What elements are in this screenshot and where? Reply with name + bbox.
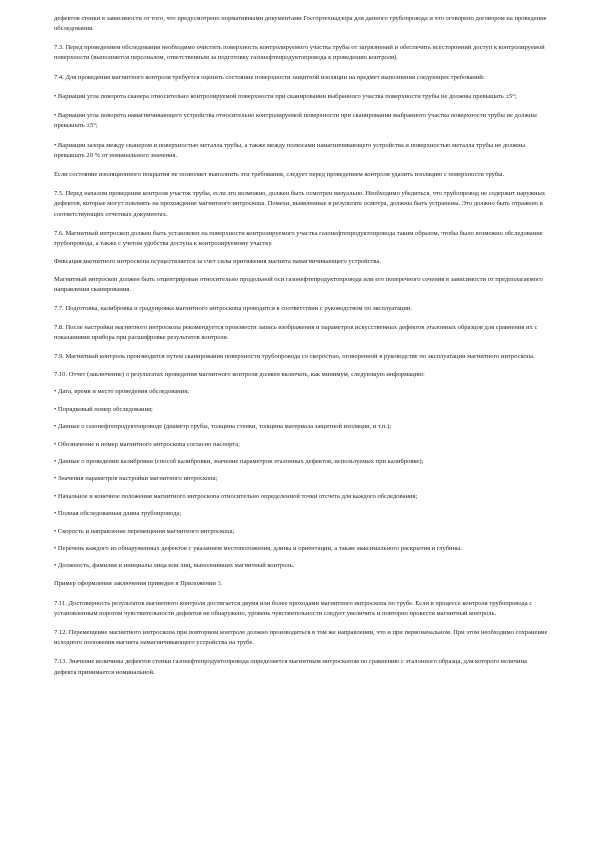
paragraph-centering: Магнитный интроскоп должен быть отцентрирован относительно продольной оси газонефтепродуктопровода или его поперечного сечения в зависимости от предполагаемого направления сканирования.: [54, 276, 543, 294]
bullet-date-time: • Дата, время и место проведения обследования;: [54, 388, 190, 396]
paragraph-7-7: 7.7. Подготовка, калибровка и градуировка магнитного интроскопа проводится в соответствии с руководством по эксплуатации.: [54, 305, 413, 313]
document-page: [54, 14, 550, 678]
bullet-start-end-position: • Начальное и конечное положения магнитного интроскопа относительно определенной точки отсчета для каждого обследования;: [54, 492, 418, 500]
bullet-calibration-data: • Данные о проведении калибровки (способ калибровки, значение параметров эталонных дефектов, используемых при калибровке);: [54, 457, 424, 465]
example-period: .: [220, 580, 223, 588]
paragraph-7-5: 7.5. Перед началом проведения контроля участок трубы, если это возможно, должен быть осмотрен визуально. Необходимо убедиться, что трубопровод не содержит наружных дефектов, которые могут повлиять на прохождение магнитного интроскопа. Помехи, выявленные в результате осмотра, должны быть устранены. Это должно быть отражено в соответствующих отчетных документах.: [54, 190, 546, 218]
paragraph-7-10: 7.10. Отчет (заключение) о результатах проведения магнитного контроля должен включать, как минимум, следующую информацию:: [54, 371, 425, 379]
appendix-link[interactable]: 3: [217, 580, 221, 588]
bullet-inspector: • Должность, фамилия и инициалы лица или лиц, выполнивших магнитный контроль.: [54, 562, 295, 570]
paragraph-insulation: Если состояние изоляционного покрытия не позволяет выполнить эти требования, следует перед проведением контроля удалить изоляцию с поверхности трубы.: [54, 171, 505, 179]
paragraph-7-12: 7.12. Перемещение магнитного интроскопа при повторном контроле должно производиться в том же направлении, что и при первоначальном. При этом необходимо сохранение исходного положения магнита намагничивающего устройства на трубе.: [54, 629, 548, 647]
example-text: Пример оформления заключения приведен в Приложении: [54, 580, 216, 588]
paragraph-7-6: 7.6. Магнитный интроскоп должен быть установлен на поверхности контролируемого участка газонефтепродуктопровода таким образом, чтобы было возможно обследование трубопровода, а также с учетом удобства доступа к контролируемому участку.: [54, 229, 543, 247]
paragraph-7-13: 7.13. Значение величины дефектов стенки газонефтепродуктопровода определяется магнитным интроскопом по сравнению с эталонного образца, для которого величина дефекта принимается номинальной.: [54, 658, 527, 676]
bullet-serial-number: • Порядковый номер обследования;: [54, 405, 153, 413]
bullet-gap-variation: • Вариации зазора между сканером и поверхностью металла трубы, а также между полюсами намагничивающего устройства и поверхностью металла трубы не должны превышать 20 % от номинального значения.: [54, 141, 526, 159]
bullet-scanner-angle: • Вариации угла поворота сканера относительно контролируемой поверхности при сканировании выбранного участка поверхности трубы не должны превышать ±5°;: [54, 93, 517, 101]
paragraph-fixation: Фиксация магнитного интроскопа осуществляется за счет силы притяжения магнита намагничивающего устройства.: [54, 258, 381, 265]
paragraph-7-11: 7.11. Достоверность результатов магнитного контроля достигается двумя или более проходами магнитного интроскопа по трубе. Если в процессе контроля трубопровода с установленным порогом чувствительности дефектов не обнаружено, уровень чувствительности следует увеличить и повторно провести магнитный контроль.: [54, 599, 533, 617]
bullet-speed-direction: • Скорость и направление перемещения магнитного интроскопа;: [54, 527, 235, 535]
paragraph-7-3: 7.3. Перед проведением обследования необходимо очистить поверхность контролируемого участка трубы от загрязнений и обеспечить всесторонний доступ к контролируемой поверхности (выполняется персоналом, ответственным за подготовку газонефтепродуктопровода к проведению контроля).: [54, 44, 545, 62]
bullet-total-length: • Полная обследованная длина трубопровода;: [54, 510, 182, 518]
paragraph-7-4: 7.4. Для проведения магнитного контроля требуется оценить состояние поверхности защитной изоляции на предмет выполнения следующих требований:: [54, 73, 485, 81]
paragraph-7-9: 7.9. Магнитный контроль производится путем сканирования поверхности трубопровода со скоростью, оговоренной в руководстве по эксплуатации магнитного интроскопа.: [54, 352, 535, 360]
paragraph-7-8: 7.8. После настройки магнитного интроскопа рекомендуется произвести запись изображения и параметров искусственных дефектов эталонных образцов для сравнения их с показаниями прибора при расшифровке результатов контроля.: [54, 323, 538, 341]
bullet-settings: • Значения параметров настройки магнитного интроскопа;: [54, 475, 218, 483]
bullet-magnetizer-angle: • Вариации угла поворота намагничивающего устройства относительно контролируемой поверхности при сканировании выбранного участка поверхности трубы не должны превышать ±5°;: [54, 112, 537, 130]
paragraph-continuation: дефектов стенки в зависимости от того, что предусмотрено нормативными документами Госгортехнадзора для данного трубопровода и что оговорено договором на проведение обследования.: [54, 15, 547, 33]
paragraph-example: [54, 579, 550, 589]
bullet-device-designation: • Обозначение и номер магнитного интроскопа согласно паспорта;: [54, 440, 240, 448]
bullet-pipeline-data: • Данные о газонефтепродуктопроводе (диаметр трубы, толщина стенки, толщина материала защитной изоляции, и т.п.);: [54, 423, 392, 431]
bullet-defect-list: • Перечень каждого из обнаруженных дефектов с указанием местоположения, длины и ориентации, а также максимального раскрытия и глубины.: [54, 544, 463, 552]
